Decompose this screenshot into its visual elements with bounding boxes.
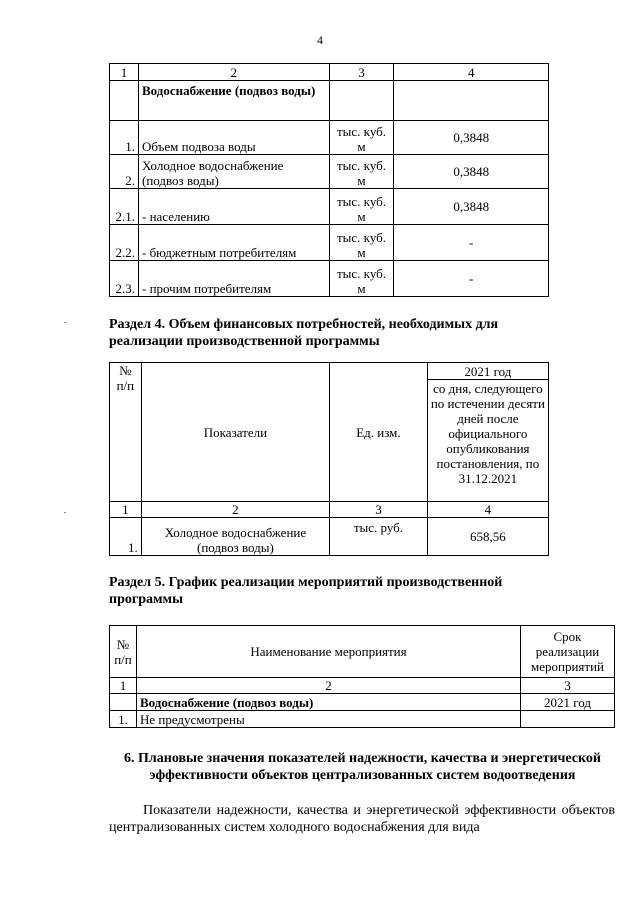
row-num: 2.2.: [110, 225, 139, 261]
row-unit: тыс. куб. м: [329, 225, 394, 261]
table-row: [110, 225, 549, 261]
financial-needs-table: [109, 362, 549, 556]
section6-title: 6. Плановые значения показателей надежности, качества и энергетической эффективности объектов централизованных систем водоотведения: [124, 751, 601, 783]
col-index-3: 3: [330, 502, 428, 518]
row-num: [110, 81, 139, 121]
col-index-3: 3: [329, 64, 394, 81]
row-value: [394, 81, 549, 121]
col-term-header: Срок реализации мероприятий: [521, 626, 615, 678]
row-name: Холодное водоснабжение (подвоз воды): [141, 518, 329, 556]
row-num: 2.3.: [110, 261, 139, 297]
col-index-2: 2: [136, 678, 520, 694]
table-group-row: [110, 694, 615, 711]
col-index-2: 2: [141, 502, 329, 518]
row-name: - бюджетным потребителям: [138, 225, 329, 261]
row-num: 1.: [110, 711, 137, 728]
table-row: [110, 711, 615, 728]
row-num: [110, 694, 137, 711]
row-value: 0,3848: [394, 121, 549, 155]
row-num: 2.: [110, 155, 139, 189]
row-num: 2.1.: [110, 189, 139, 225]
col-year-header: 2021 год: [427, 363, 548, 380]
col-period-header: со дня, следующего по истечении десяти дней после официального опубликования постановления, по 31.12.2021: [427, 380, 548, 502]
col-index-3: 3: [521, 678, 615, 694]
col-index-1: 1: [110, 64, 139, 81]
table-row: [110, 81, 549, 121]
section6-paragraph: Показатели надежности, качества и энергетической эффективности объектов централизованных систем холодного водоснабжения для вида: [109, 803, 615, 835]
table-row: [110, 121, 549, 155]
row-name: - населению: [138, 189, 329, 225]
table-row: [110, 518, 549, 556]
col-indicators-header: Показатели: [141, 363, 329, 502]
row-value: -: [394, 261, 549, 297]
col-index-4: 4: [427, 502, 548, 518]
row-unit: тыс. руб.: [330, 518, 428, 556]
row-name: Водоснабжение (подвоз воды): [138, 81, 329, 121]
row-name: Водоснабжение (подвоз воды): [136, 694, 520, 711]
row-value: 0,3848: [394, 189, 549, 225]
col-num-header: № п/п: [110, 363, 142, 502]
col-unit-header: Ед. изм.: [330, 363, 428, 502]
row-name: - прочим потребителям: [138, 261, 329, 297]
table-index-row: [110, 678, 615, 694]
water-supply-volume-table: [109, 63, 549, 297]
row-value: -: [394, 225, 549, 261]
row-name: Холодное водоснабжение (подвоз воды): [138, 155, 329, 189]
table-row: [110, 155, 549, 189]
section4-title: Раздел 4. Объем финансовых потребностей, необходимых для реализации производственной программы: [109, 317, 499, 349]
row-unit: тыс. куб. м: [329, 121, 394, 155]
row-value: 658,56: [427, 518, 548, 556]
table-row: [110, 261, 549, 297]
page-number: 4: [317, 33, 323, 47]
col-name-header: Наименование мероприятия: [136, 626, 520, 678]
row-num: 1.: [110, 518, 142, 556]
col-index-1: 1: [110, 502, 142, 518]
col-index-2: 2: [138, 64, 329, 81]
row-term: 2021 год: [521, 694, 615, 711]
row-num: 1.: [110, 121, 139, 155]
measures-schedule-table: [109, 625, 615, 728]
row-unit: [329, 81, 394, 121]
row-unit: тыс. куб. м: [329, 189, 394, 225]
row-name: Не предусмотрены: [136, 711, 520, 728]
table-index-row: [110, 502, 549, 518]
col-num-header: № п/п: [110, 626, 137, 678]
row-unit: тыс. куб. м: [329, 261, 394, 297]
col-index-4: 4: [394, 64, 549, 81]
row-term: [521, 711, 615, 728]
row-value: 0,3848: [394, 155, 549, 189]
col-index-1: 1: [110, 678, 137, 694]
table-header-row: [110, 64, 549, 81]
margin-mark: [64, 322, 66, 323]
section5-title: Раздел 5. График реализации мероприятий производственной программы: [109, 575, 503, 607]
row-name: Объем подвоза воды: [138, 121, 329, 155]
row-unit: тыс. куб. м: [329, 155, 394, 189]
table-row: [110, 189, 549, 225]
margin-mark: [64, 512, 66, 513]
